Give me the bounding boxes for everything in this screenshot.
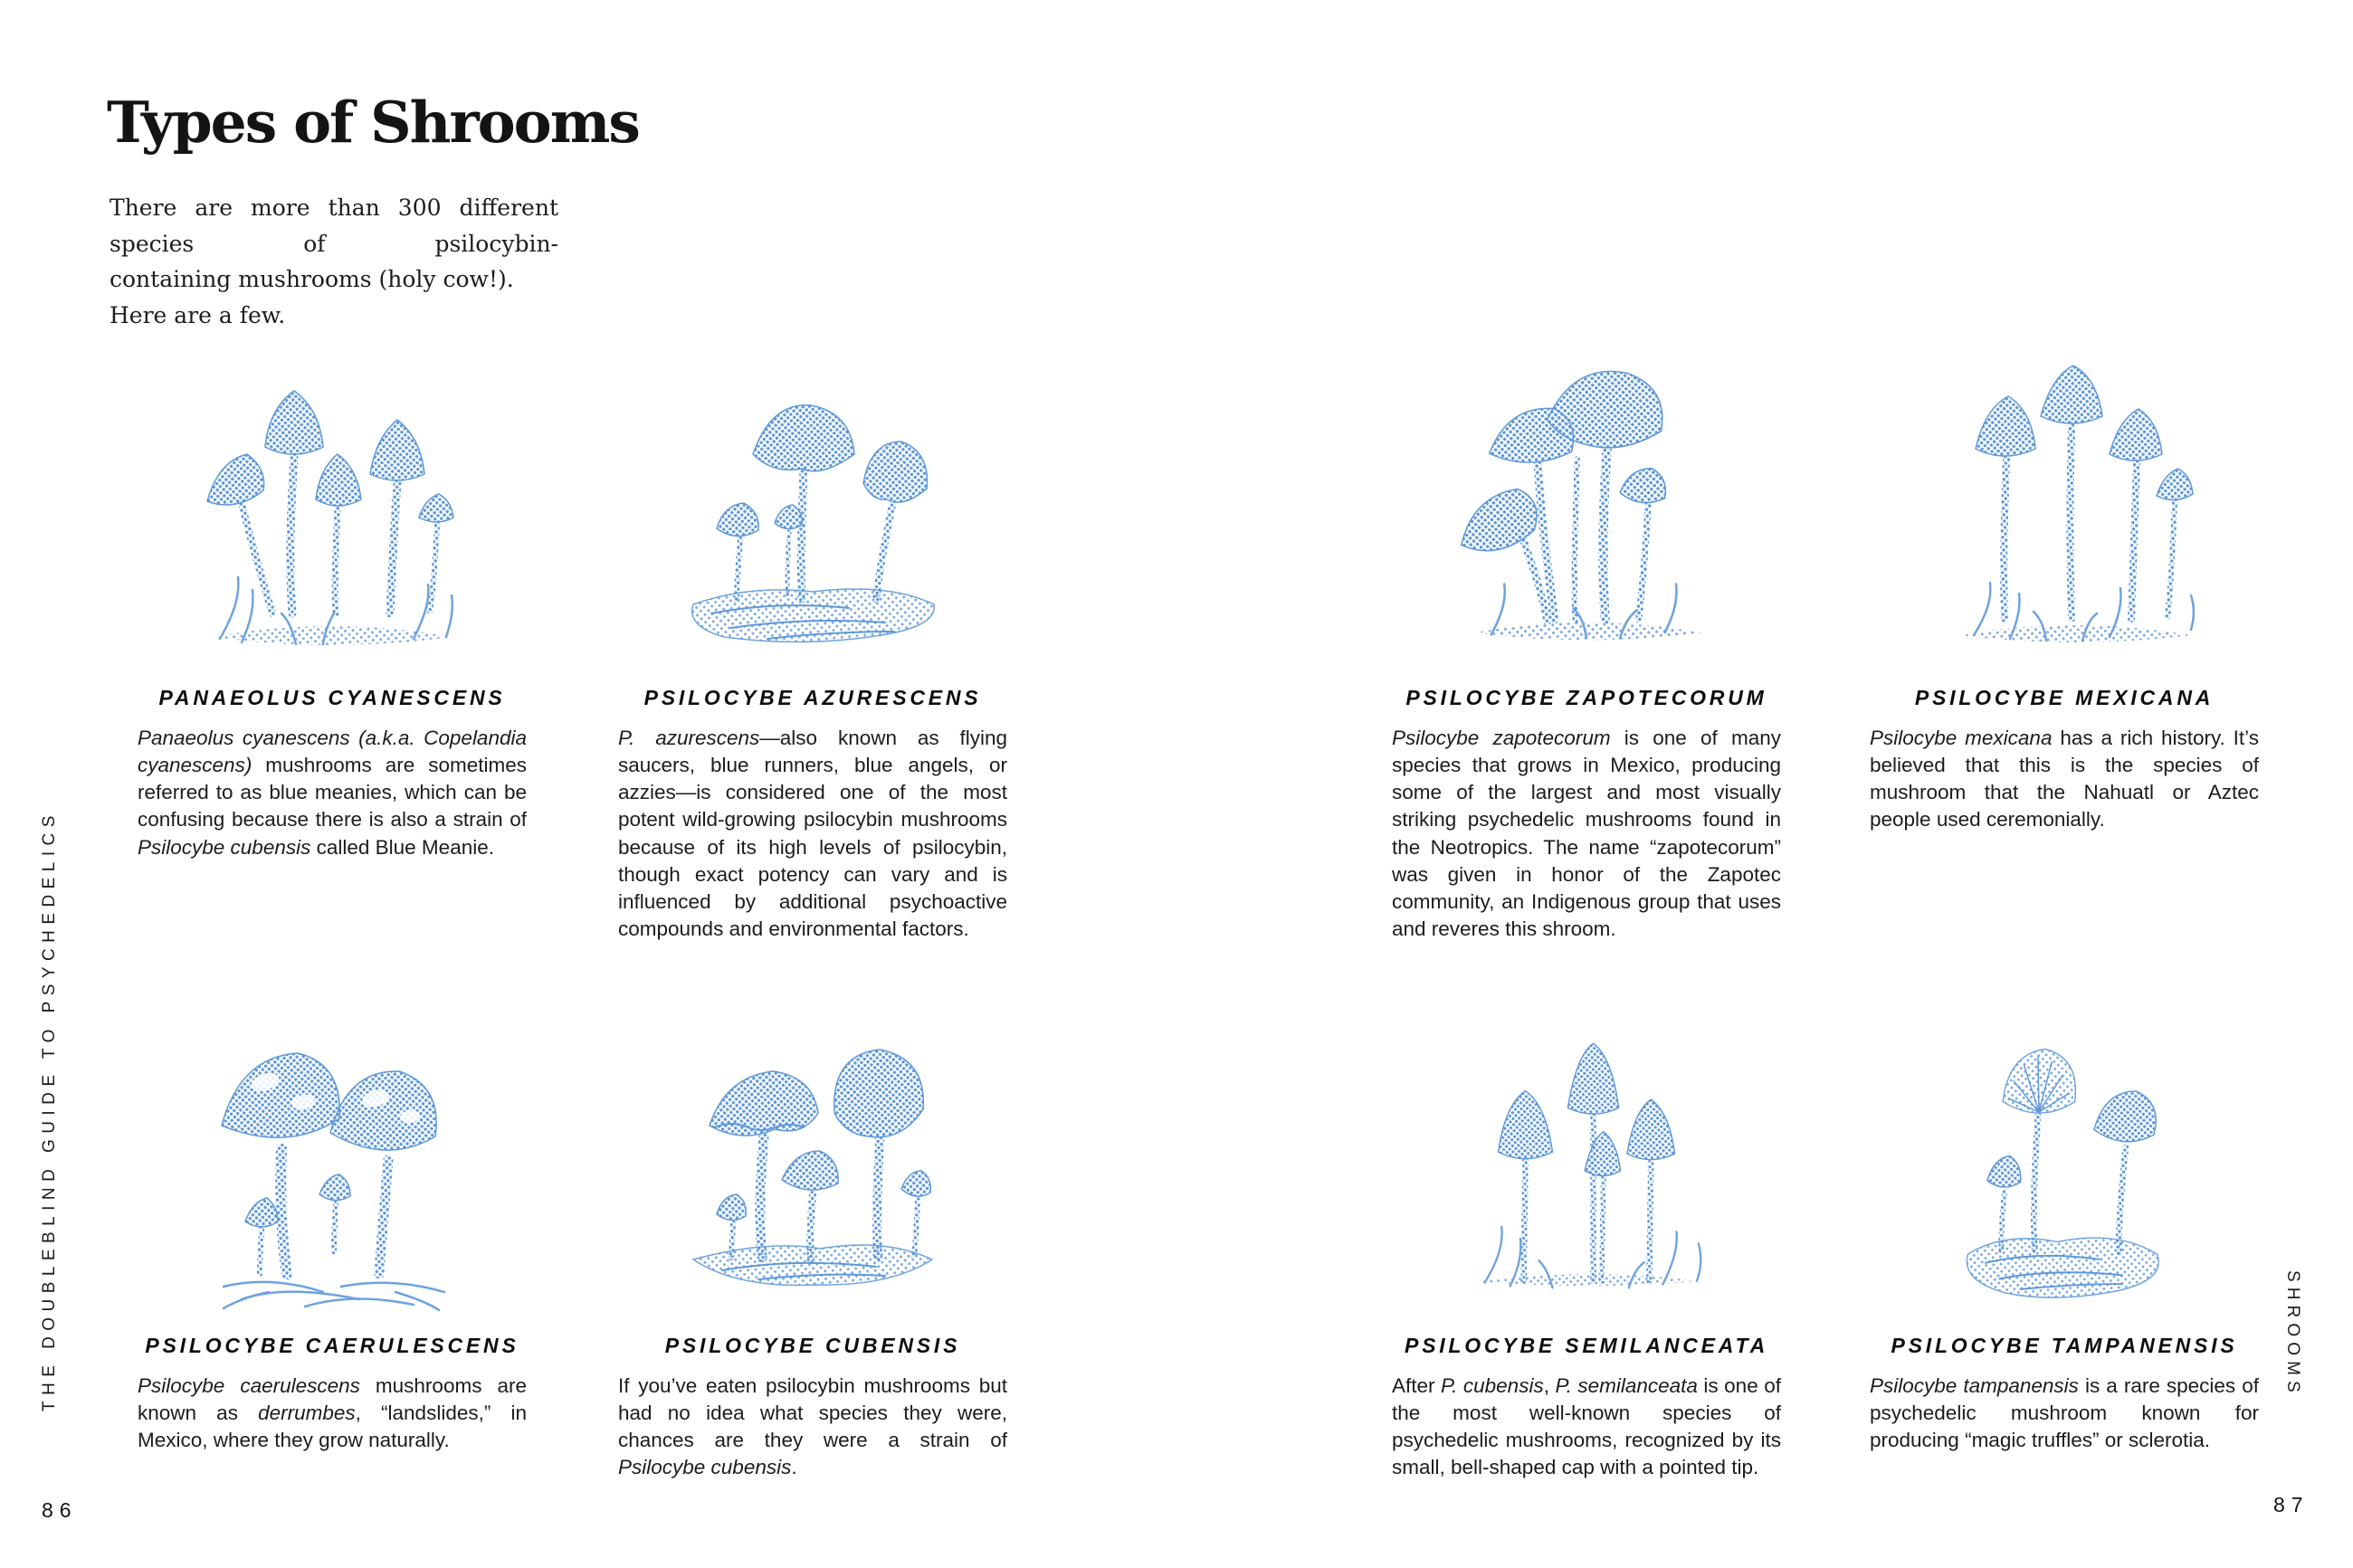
page-title: Types of Shrooms [107, 89, 639, 156]
left-margin-vertical-text: THE DOUBLEBLIND GUIDE TO PSYCHEDELICS [40, 810, 59, 1411]
species-description: Psilocybe tampanensis is a rare species of psychedelic mushroom known for producing “magic truffles” or sclerotia. [1870, 1374, 2259, 1452]
species-name: PSILOCYBE AZURESCENS [643, 686, 982, 709]
intro-line-2: containing mushrooms (holy cow!). Here are a few. [110, 266, 514, 328]
psilocybe-caerulescens-illustration [138, 1006, 527, 1323]
psilocybe-mexicana-illustration [1870, 337, 2259, 675]
species-description: Psilocybe mexicana has a rich history. It’s believed that this is the species of mushroom that the Nahuatl or Aztec people used ceremonially. [1870, 727, 2259, 832]
species-card-psilocybe-semilanceata [1392, 1006, 1781, 1482]
psilocybe-tampanensis-illustration [1870, 1006, 2259, 1323]
species-description: P. azurescens—also known as flying saucers, blue runners, blue angels, or azzies—is considered one of the most potent wild-growing psilocybin mushrooms because of its high levels of psilocybin, though exact potency can vary and is influenced by additional psychoactive compounds and environmental factors. [618, 727, 1008, 940]
species-description: Psilocybe zapotecorum is one of many species that grows in Mexico, producing some of the largest and most visually striking psychedelic mushrooms found in the Neotropics. The name “zapotecorum” was given in honor of the Zapotec community, an Indigenous group that uses and reveres this shroom. [1392, 727, 1781, 940]
species-name: PSILOCYBE MEXICANA [1914, 686, 2215, 709]
species-name: PANAEOLUS CYANESCENS [158, 686, 506, 709]
species-card-psilocybe-mexicana [1870, 337, 2259, 834]
species-name: PSILOCYBE TAMPANENSIS [1891, 1334, 2238, 1357]
intro-line-1: There are more than 300 different species of psilocybin- [110, 195, 558, 257]
species-name: PSILOCYBE CAERULESCENS [145, 1334, 519, 1357]
species-card-psilocybe-caerulescens [138, 1006, 527, 1454]
page-number-left: 86 [42, 1498, 78, 1522]
species-card-psilocybe-cubensis [618, 1006, 1007, 1482]
psilocybe-zapotecorum-illustration [1392, 337, 1781, 675]
species-name: PSILOCYBE ZAPOTECORUM [1405, 686, 1767, 709]
species-description: After P. cubensis, P. semilanceata is one of the most well-known species of psychedelic mushrooms, recognized by its small, bell-shaped cap with a pointed tip. [1392, 1374, 1781, 1479]
psilocybe-azurescens-illustration [618, 337, 1007, 675]
species-card-psilocybe-azurescens [618, 337, 1007, 943]
panaeolus-cyanescens-illustration [138, 337, 527, 675]
species-card-psilocybe-tampanensis [1870, 1006, 2259, 1454]
intro-paragraph [110, 190, 558, 333]
species-description: Panaeolus cyanescens (a.k.a. Copelandia cyanescens) mushrooms are sometimes referred to as blue meanies, which can be confusing because there is also a strain of Psilocybe cubensis called Blue Meanie. [138, 727, 527, 859]
page-number-right: 87 [2273, 1493, 2310, 1516]
psilocybe-cubensis-illustration [618, 1006, 1007, 1323]
species-description: Psilocybe caerulescens mushrooms are known as derrumbes, “landslides,” in Mexico, where they grow naturally. [138, 1374, 527, 1452]
right-margin-vertical-text: SHROOMS [2283, 1270, 2302, 1398]
species-name: PSILOCYBE SEMILANCEATA [1404, 1334, 1769, 1357]
psilocybe-semilanceata-illustration [1392, 1006, 1781, 1323]
species-description: If you’ve eaten psilocybin mushrooms but had no idea what species they were, chances are they were a strain of Psilocybe cubensis. [618, 1374, 1007, 1479]
species-name: PSILOCYBE CUBENSIS [664, 1334, 961, 1357]
species-card-psilocybe-zapotecorum [1392, 337, 1781, 943]
species-card-panaeolus-cyanescens [138, 337, 527, 861]
